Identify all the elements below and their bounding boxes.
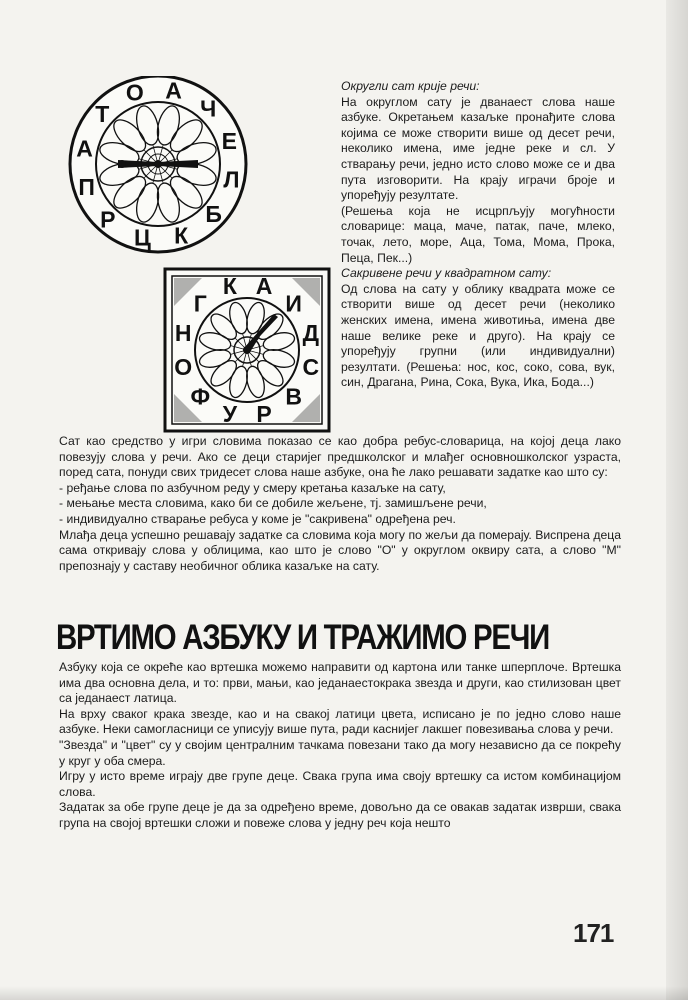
page-edge [666,0,688,1000]
clock-letter: У [222,400,238,427]
right-column-text [341,79,615,391]
square-clock-heading: Сакривене речи у квадратном сату: [341,266,552,281]
clock-letter: Л [223,166,240,193]
clock-letter: Н [174,319,192,346]
page-shadow [0,986,688,1000]
square-clock-figure [162,266,332,434]
section-heading: ВРТИМО АЗБУКУ И ТРАЖИМО РЕЧИ [56,618,550,657]
clock-letter: И [285,290,302,317]
clock-letter: А [76,135,93,162]
clock-letter: К [174,222,189,249]
clock-letter: Ф [190,383,211,410]
body-section-2 [59,660,621,832]
body-paragraph: Задатак за обе групе деце је да за одређено време, довољно да се овакав задатак изврши, свака група на својој вртешки сложи и повеже слова у једну реч која нешто [59,800,621,830]
clock-letter: Д [302,319,319,346]
list-item: - ређање слова по азбучном реду у смеру кретања казаљке на сату, [59,480,446,495]
round-clock-text: На округлом сату је дванаест слова наше азбуке. Окретањем казаљке пронађите слова којима се може створити више од десет речи, неколико имена, име једне реке и сл. У стварању речи, једно исто слово може се и два пута изговорити. На крају играчи броје и упоређују резултате. [341,94,615,203]
clock-letter: П [78,174,95,201]
clock-letter: Е [221,127,237,154]
clock-letter: Б [205,201,222,228]
body-section-1 [59,434,621,574]
body-paragraph: "Звезда" и "цвет" су у својим централним тачкама повезани тако да могу независно да се покрећу у круг у оба смера. [59,737,621,768]
clock-letter: Р [100,206,116,233]
body-paragraph: Млађа деца успешно решавају задатке са словима која могу по жељи да померају. Виспрена деца сама откривају слова у облицима, као што је слово "О" у округлом оквиру сата, а слово "М" препознају у саставу необичног облика казаљке на сату. [59,527,621,573]
clock-letter: Т [95,100,110,127]
list-item: - мењање места словима, како би се добиле жељене, тј. замишљене речи, [59,496,487,511]
list-item: - индивидуално стварање ребуса у коме је "сакривена" одређена реч. [59,511,456,526]
clock-letter: Ч [200,95,217,122]
clock-letter: В [285,383,303,410]
clock-letter: А [255,273,273,300]
clock-letter: Г [193,290,207,317]
round-clock-solutions: (Решења која не исцрпљују могућности словарице: маца, маче, патак, паче, млеко, точак, лето, море, Аца, Тома, Мома, Прока, Пеца, Пек...) [341,203,615,265]
round-clock-heading: Округли сат крије речи: [341,79,480,93]
page-number: 171 [573,918,614,948]
clock-letter: С [302,354,320,381]
clock-letter: А [165,77,182,104]
clock-letter: К [222,273,237,300]
clock-letter: Ц [133,224,151,251]
clock-letter: О [174,354,193,381]
clock-letter: О [125,79,144,106]
clock-letter: Р [256,400,272,427]
body-paragraph: Сат као средство у игри словима показао се као добра ребус-словарица, на којој деца лако повезују слова у речи. Ако се деци старијег предшколског и млађег основношколског узраста, поред сата, понуди свих тридесет слова наше азбуке, она ће лако решавати задатке као што су: [59,434,621,480]
body-paragraph: Игру у исто време играју две групе деце. Свака група има своју вртешку са истом комбинацијом слова. [59,769,621,799]
square-clock-text: Од слова на сату у облику квадрата може се створити више од десет речи (неколико женских имена, имена животиња, имена две наше велике реке и друго). На крају се упоређују групни (или индивидуални) резултати. (Решења: нос, кос, соко, сова, вук, син, Драгана, Рина, Сока, Вукa, Ика, Бода...) [341,281,615,390]
round-clock-figure [60,76,260,256]
body-paragraph: На врху сваког крака звезде, као и на свакој латици цвета, исписано је по једно слово наше азбуке. Неки самогласници се уписују више пута, ради каснијег лакшег повезивања слова у речи. [59,706,621,737]
body-paragraph: Азбуку која се окреће као вртешка можемо направити од картона или танке шперплоче. Вртешка има два основна дела, и то: први, мањи, као једанаестокрака звезда и други, као стилизован цвет са једанаест латица. [59,660,621,706]
